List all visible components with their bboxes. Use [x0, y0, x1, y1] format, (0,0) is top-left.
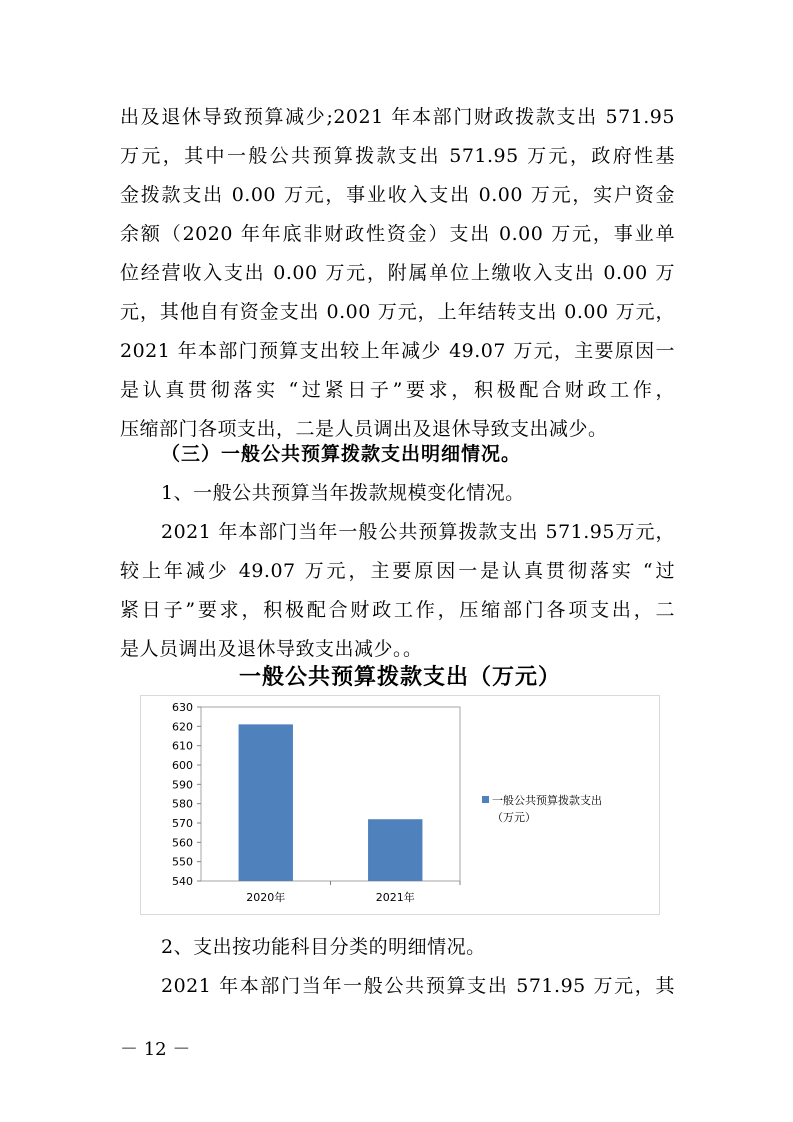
text-line: 2021 年本部门当年一般公共预算拨款支出 571.95万元， — [161, 521, 675, 543]
text-line: 是人员调出及退休导致支出减少。。 — [120, 638, 423, 660]
text-line: 万元，其中一般公共预算拨款支出 571.95 万元，政府性基 — [120, 145, 675, 167]
legend-label: 一般公共预算拨款支出 — [492, 794, 602, 807]
text-line: 2021 年本部门预算支出较上年减少 49.07 万元，主要原因一 — [120, 340, 675, 362]
bar — [239, 724, 293, 881]
chart-title: 一般公共预算拨款支出（万元） — [238, 665, 561, 690]
text-line: 2、支出按功能科目分类的明细情况。 — [161, 936, 486, 958]
bar-chart — [140, 695, 660, 915]
text-line: 出及退休导致预算减少;2021 年本部门财政拨款支出 571.95 — [120, 106, 675, 128]
page-number: － 12 － — [120, 1039, 191, 1060]
text-line: 元，其他自有资金支出 0.00 万元，上年结转支出 0.00 万元， — [120, 301, 675, 323]
paragraph-functional-breakdown — [120, 967, 675, 1006]
y-tick-label: 560 — [172, 836, 193, 850]
paragraph-budget-change — [120, 513, 675, 669]
y-tick-label: 600 — [172, 759, 193, 772]
text-line: 金拨款支出 0.00 万元，事业收入支出 0.00 万元，实户资金 — [120, 184, 675, 206]
y-tick-label: 580 — [172, 797, 193, 811]
y-tick-label: 610 — [172, 739, 193, 753]
y-tick-label: 620 — [172, 720, 193, 734]
text-line: 2021 年本部门当年一般公共预算支出 571.95 万元，其 — [161, 975, 675, 997]
legend-label: （万元） — [492, 811, 536, 824]
text-line: 较上年减少 49.07 万元，主要原因一是认真贯彻落实 “过 — [120, 560, 675, 582]
y-tick-label: 590 — [172, 778, 193, 792]
bar — [368, 819, 422, 881]
text-line: 紧日子”要求，积极配合财政工作，压缩部门各项支出，二 — [120, 599, 675, 621]
x-tick-label: 2021年 — [375, 891, 415, 904]
item-2-title — [120, 928, 675, 967]
item-1-title — [120, 474, 675, 513]
legend-swatch — [482, 796, 489, 803]
text-line: 是认真贯彻落实 “过紧日子”要求，积极配合财政工作， — [120, 379, 675, 401]
text-line: 压缩部门各项支出，二是人员调出及退休导致支出减少。 — [120, 418, 608, 440]
text-line: 1、一般公共预算当年拨款规模变化情况。 — [161, 482, 525, 504]
text-line: 位经营收入支出 0.00 万元，附属单位上缴收入支出 0.00 万 — [120, 262, 675, 284]
x-tick-label: 2020年 — [246, 891, 286, 904]
y-tick-label: 570 — [172, 817, 193, 830]
paragraph-expenditure-summary — [120, 98, 675, 449]
section-heading: （三）一般公共预算拨款支出明细情况。 — [161, 443, 522, 465]
text-line: 余额（2020 年年底非财政性资金）支出 0.00 万元，事业单 — [120, 223, 675, 245]
y-tick-label: 630 — [172, 701, 193, 714]
y-tick-label: 540 — [172, 875, 193, 888]
y-tick-label: 550 — [172, 855, 193, 869]
